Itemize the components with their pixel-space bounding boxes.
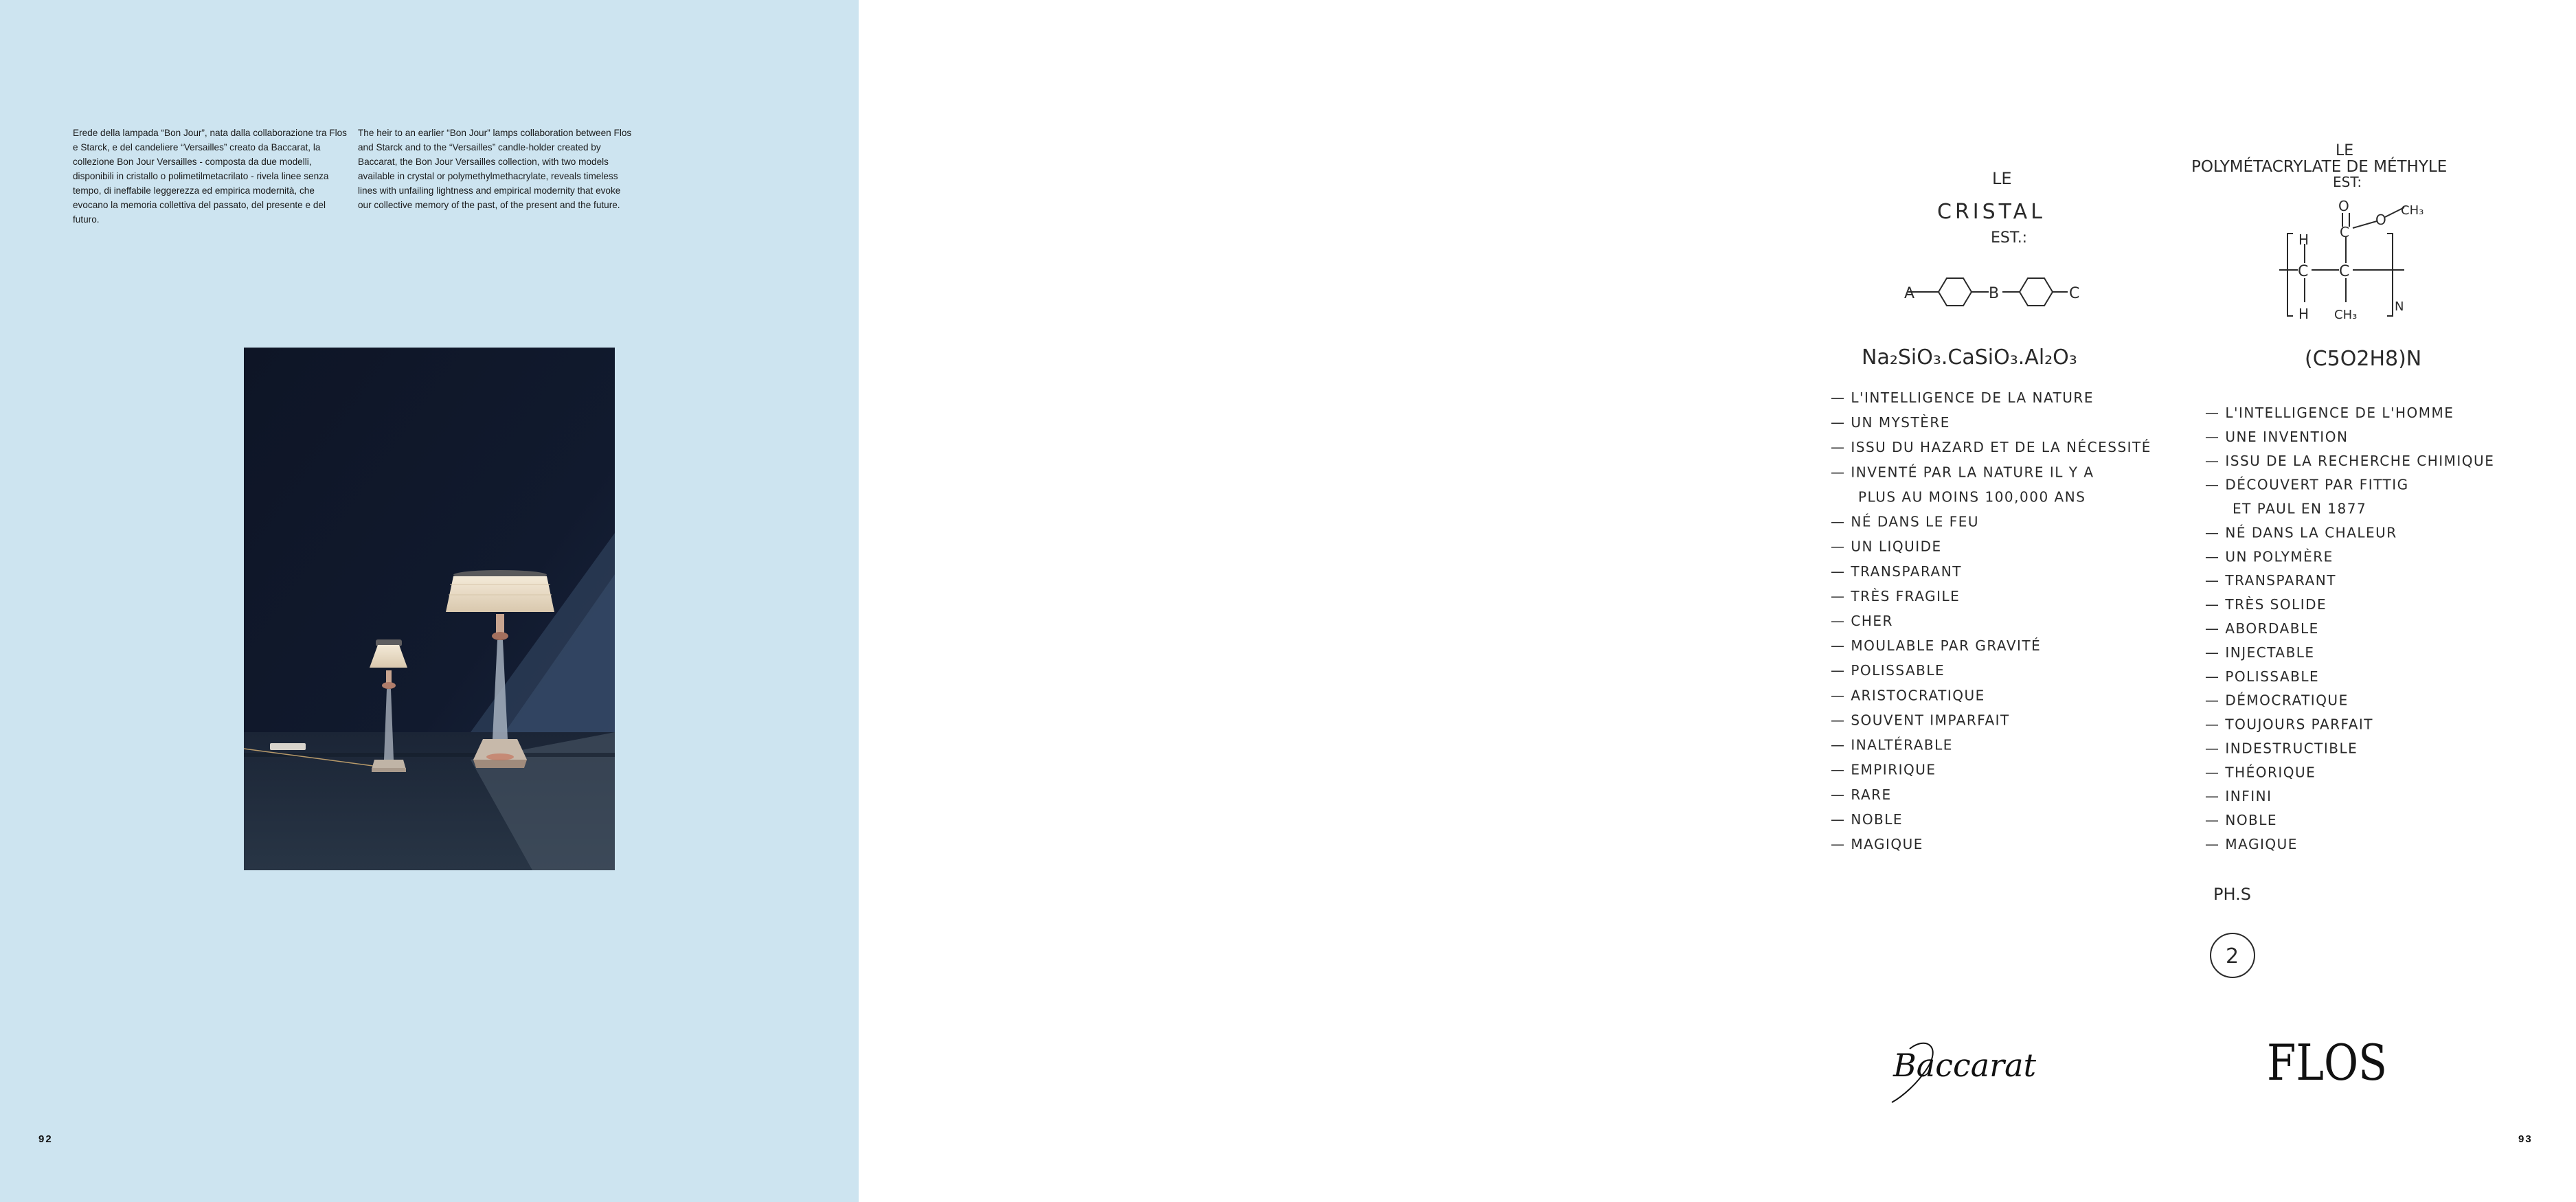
pmma-property-item: — NÉ DANS LA CHALEUR — [2205, 524, 2397, 541]
pmma-property-item: — UNE INVENTION — [2205, 428, 2349, 445]
circled-number: 2 — [2226, 944, 2239, 968]
crystal-property-item: — NOBLE — [1831, 810, 1903, 828]
intro-text-italian: Erede della lampada “Bon Jour”, nata dalla collaborazione tra Flos e Starck, e del candeliere “Versailles” creato da Baccarat, la collezione Bon Jour Versailles - composta da due modelli, disponibili in cristallo o polimetilmetacrilato - rivela linee senza tempo, di ineffabile leggerezza ed empirica modernità, che evocano la memoria collettiva del passato, del presente e del futuro. — [73, 128, 347, 225]
svg-text:FLOS: FLOS — [2267, 1034, 2387, 1091]
pmma-label-ch3-ester: CH₃ — [2401, 203, 2424, 218]
pmma-label-n: N — [2395, 299, 2404, 314]
crystal-property-item: — EMPIRIQUE — [1831, 761, 1936, 778]
pmma-label-ch3-bottom: CH₃ — [2334, 308, 2358, 322]
crystal-property-item: — RARE — [1831, 786, 1892, 803]
pmma-label-o-top: O — [2338, 198, 2349, 214]
pmma-property-item: — UN POLYMÈRE — [2205, 548, 2334, 565]
page-number-right: 93 — [2518, 1133, 2533, 1145]
molecule-label-a: A — [1904, 285, 1915, 302]
molecule-label-b: B — [1989, 285, 2000, 302]
crystal-molecule-drawing — [1908, 278, 2068, 306]
crystal-property-item: — UN LIQUIDE — [1831, 538, 1942, 555]
handwritten-notes — [1717, 0, 2576, 1030]
flos-logo — [2267, 1032, 2391, 1093]
pmma-property-item: — DÉCOUVERT PAR FITTIG — [2205, 476, 2409, 493]
pmma-property-item: — INJECTABLE — [2205, 644, 2315, 661]
crystal-property-item: — MOULABLE PAR GRAVITÉ — [1831, 637, 2042, 655]
pmma-label-c-right: C — [2339, 263, 2350, 280]
molecule-label-c: C — [2069, 285, 2080, 302]
pmma-label-c-left: C — [2298, 263, 2309, 280]
crystal-property-item: — UN MYSTÈRE — [1831, 414, 1950, 431]
pmma-label-o-ester: O — [2375, 212, 2386, 228]
crystal-property-item: — TRÈS FRAGILE — [1831, 587, 1961, 604]
svg-text:Baccarat: Baccarat — [1893, 1047, 2037, 1084]
crystal-property-item: — ISSU DU HAZARD ET DE LA NÉCESSITÉ — [1831, 439, 2151, 456]
pmma-property-item: — DÉMOCRATIQUE — [2205, 692, 2349, 709]
left-header-le: LE — [1992, 169, 2012, 188]
left-page — [0, 0, 859, 1202]
pmma-label-h-top: H — [2298, 231, 2309, 248]
right-header-le: LE — [2336, 142, 2354, 159]
crystal-property-item: — POLISSABLE — [1831, 662, 1945, 679]
crystal-property-item: — ARISTOCRATIQUE — [1831, 687, 1985, 704]
crystal-property-item: — MAGIQUE — [1831, 836, 1923, 852]
page-number-left: 92 — [38, 1133, 53, 1145]
crystal-properties-list — [1831, 389, 2151, 852]
pmma-property-item: — THÉORIQUE — [2205, 764, 2316, 781]
crystal-property-item: — CHER — [1831, 613, 1893, 629]
pmma-property-item: — ABORDABLE — [2205, 620, 2319, 637]
left-header-est: EST.: — [1991, 229, 2028, 247]
right-header-polymer: POLYMÉTACRYLATE DE MÉTHYLE — [2191, 158, 2448, 176]
baccarat-logo — [1889, 1034, 2047, 1109]
pmma-property-item: — TOUJOURS PARFAIT — [2205, 716, 2374, 733]
pmma-property-item: — ISSU DE LA RECHERCHE CHIMIQUE — [2205, 452, 2495, 469]
pmma-property-item: — INDESTRUCTIBLE — [2205, 740, 2358, 757]
pmma-label-c-carbonyl: C — [2340, 224, 2349, 240]
crystal-property-item: PLUS AU MOINS 100,000 ANS — [1858, 488, 2086, 506]
pmma-properties-list — [2205, 405, 2494, 852]
crystal-formula: Na₂SiO₃.CaSiO₃.Al₂O₃ — [1862, 345, 2077, 370]
pmma-property-item: — TRANSPARANT — [2205, 572, 2336, 589]
lamp-photo — [244, 348, 615, 870]
pmma-property-item: ET PAUL EN 1877 — [2233, 500, 2367, 517]
pmma-property-item: — TRÈS SOLIDE — [2205, 596, 2327, 613]
crystal-property-item: — SOUVENT IMPARFAIT — [1831, 712, 2010, 729]
crystal-property-item: — INVENTÉ PAR LA NATURE IL Y A — [1831, 464, 2094, 481]
pmma-formula: (C5O2H8)N — [2305, 347, 2422, 371]
pmma-property-item: — INFINI — [2205, 788, 2272, 805]
crystal-property-item: — L'INTELLIGENCE DE LA NATURE — [1831, 389, 2094, 406]
pmma-property-item: — POLISSABLE — [2205, 668, 2320, 685]
pmma-property-item: — NOBLE — [2205, 812, 2278, 829]
signature: PH.S — [2213, 885, 2251, 904]
pmma-label-h-bottom: H — [2298, 306, 2309, 322]
pmma-property-item: — MAGIQUE — [2205, 836, 2298, 852]
crystal-property-item: — NÉ DANS LE FEU — [1831, 513, 1979, 530]
right-page — [859, 0, 2533, 1202]
right-header-est: EST: — [2333, 174, 2362, 190]
intro-text-english: The heir to an earlier “Bon Jour” lamps collaboration between Flos and Starck and to the “Versailles” candle-holder created by Baccarat, the Bon Jour Versailles collection, with two models available in crystal or polymethylmethacrylate, reveals timeless lines with unfailing lightness and empirical modernity that evoke our collective memory of the past, of the present and the future. — [358, 128, 632, 210]
left-header-cristal: CRISTAL — [1937, 200, 2046, 224]
crystal-property-item: — INALTÉRABLE — [1831, 736, 1953, 753]
pmma-property-item: — L'INTELLIGENCE DE L'HOMME — [2205, 405, 2454, 421]
crystal-property-item: — TRANSPARANT — [1831, 563, 1962, 580]
